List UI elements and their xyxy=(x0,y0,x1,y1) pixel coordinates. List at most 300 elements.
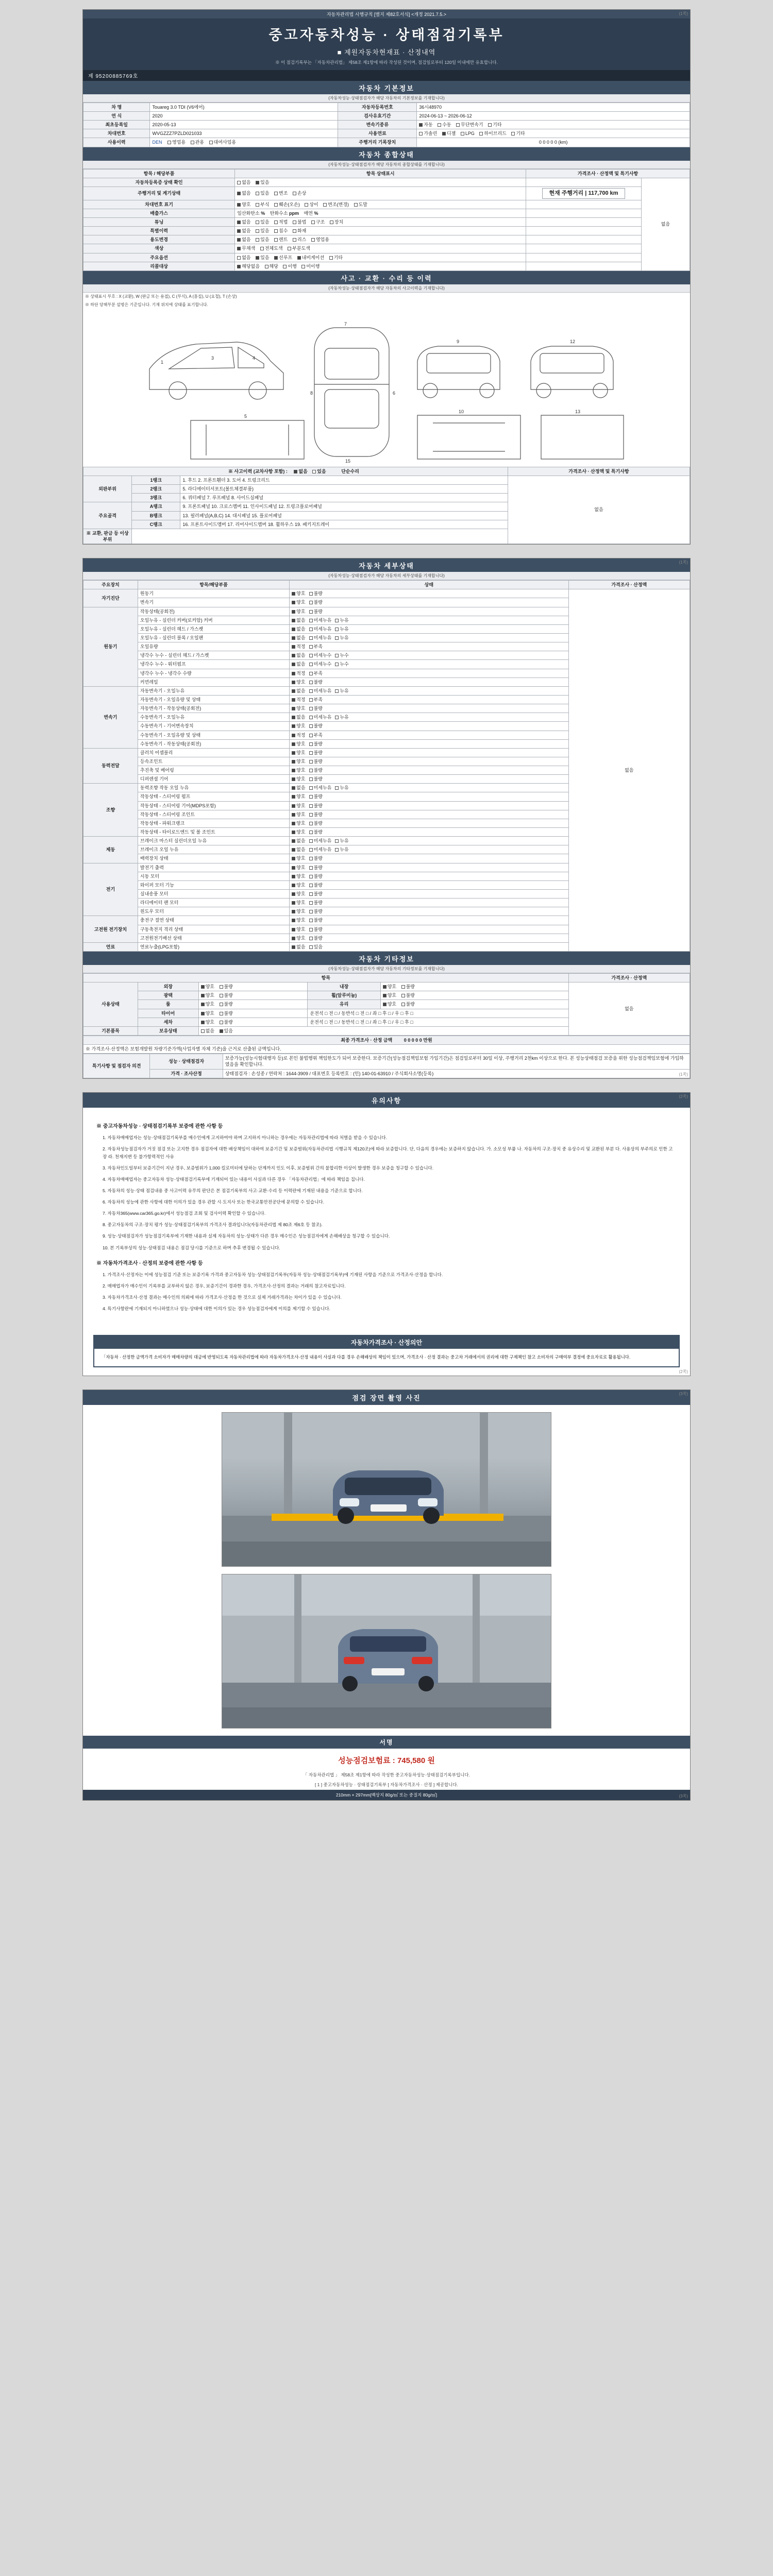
cb-mile-damage[interactable]: 손상 xyxy=(293,190,306,196)
cb-3-3-0[interactable]: 양호 xyxy=(292,776,305,782)
detail-item-1-6: 냉각수 누수 - 워터펌프 xyxy=(138,660,289,669)
cb-1-8-0[interactable]: 양호 xyxy=(292,679,305,685)
bottom-note-1: 「 자동차관리법 」 제58조 제1항에 따라 작성한 중고자동차성능·상태점검기록부입니다. xyxy=(303,1772,470,1778)
section-detail-sub: (자동차성능·상태점검자가 해당 자동차의 세부상태를 기재합니다) xyxy=(83,572,690,580)
cb-polish-good[interactable]: 양호 xyxy=(201,992,214,998)
cb-1-5-1[interactable]: 미세누수 xyxy=(309,652,332,658)
cb-1-0-1[interactable]: 불량 xyxy=(309,608,323,615)
sheet-page-2 xyxy=(82,558,691,1079)
cb-8-0-1[interactable]: 있음 xyxy=(309,944,323,950)
detail-state-3-1 xyxy=(290,757,568,766)
overall-state-1 xyxy=(235,187,526,200)
other-item-0: 외장 xyxy=(138,982,198,991)
insurance-fee-label: 성능점검보험료 : xyxy=(338,1756,395,1766)
inspector-body-1: 보증가능(성능시험대행자 등)로 본인 불법행위 책임한도가 되어 보증한다. 보증기간(성능점검책임보험 가입기간)은 점검일로부터 30일 이상, 주행거리 2천km 이상으로 한다. 본 성능상태점검 보증을 위한 성능점검책임보험에 가입하였음을 확인합니다. xyxy=(223,1054,690,1069)
cb-1-2-0[interactable]: 없음 xyxy=(292,626,305,632)
cb-recall-na[interactable]: 해당없음 xyxy=(237,263,260,269)
cb-biz[interactable]: 영업용 xyxy=(311,236,329,243)
basic-value-0b: 36시48970 xyxy=(417,103,690,111)
accident-rank-b: B랭크 xyxy=(132,511,180,520)
cb-6-3-0[interactable]: 양호 xyxy=(292,891,305,897)
cb-5-1-2[interactable]: 누유 xyxy=(335,846,348,853)
inspection-photo-rear xyxy=(222,1574,551,1728)
cb-1-3-2[interactable]: 누유 xyxy=(335,635,348,641)
cb-6-3-1[interactable]: 불량 xyxy=(309,891,323,897)
cb-4-0-1[interactable]: 미세누유 xyxy=(309,785,332,791)
cb-tune-device[interactable]: 장치 xyxy=(330,219,343,225)
section-accident-sub: (자동차성능·상태점검자가 해당 자동차의 사고이력을 기재합니다) xyxy=(83,284,690,293)
insurance-fee-line xyxy=(83,1749,690,1771)
cb-5-1-1[interactable]: 미세누유 xyxy=(309,846,332,853)
cb-3-3-1[interactable]: 불량 xyxy=(309,776,323,782)
detail-state-3-3 xyxy=(290,775,568,784)
overall-cat-9: 리콜대상 xyxy=(83,262,235,270)
cb-2-6-1[interactable]: 불량 xyxy=(309,741,323,747)
photo-front-svg xyxy=(222,1413,551,1567)
detail-item-2-6: 수동변속기 - 작동상태(공회전) xyxy=(138,739,289,748)
cb-wheel-bad[interactable]: 불량 xyxy=(401,992,415,998)
cb-tune-none[interactable]: 없음 xyxy=(237,219,250,225)
cb-4-1-0[interactable]: 양호 xyxy=(292,793,305,800)
cb-room-good[interactable]: 양호 xyxy=(201,1001,214,1007)
cb-vin-damage[interactable]: 훼손(오손) xyxy=(274,201,300,208)
notice-item-7: 8. 중고자동차의 구조·장치 평가 성능·상태점검기록부의 가격조사 결과입니다(자동차관리법 제 80조 제6호 등 참조). xyxy=(103,1222,323,1228)
basic-use-value xyxy=(150,138,338,147)
cb-4-0-2[interactable]: 누유 xyxy=(335,785,348,791)
basic-label-3: 차대번호 xyxy=(83,129,150,138)
cb-4-1-1[interactable]: 불량 xyxy=(309,793,323,800)
cb-6-5-0[interactable]: 양호 xyxy=(292,908,305,914)
cb-1-6-2[interactable]: 누수 xyxy=(335,661,348,667)
detail-state-2-1 xyxy=(290,695,568,704)
cb-7-1-1[interactable]: 불량 xyxy=(309,926,323,933)
detail-state-1-4 xyxy=(290,642,568,651)
title-bar xyxy=(83,19,690,70)
opt-rent[interactable]: 대여사업용 xyxy=(209,139,236,145)
cb-2-3-2[interactable]: 누유 xyxy=(335,714,348,720)
cb-reg-yes[interactable]: 있음 xyxy=(256,179,269,185)
detail-item-4-5: 작동상태 - 타이로드엔드 및 볼 조인트 xyxy=(138,828,289,837)
price-header xyxy=(83,1036,690,1045)
cb-0-0-1[interactable]: 불량 xyxy=(309,590,323,597)
cb-fire[interactable]: 화재 xyxy=(293,228,306,234)
cb-1-3-1[interactable]: 미세누유 xyxy=(309,635,332,641)
detail-state-0-0 xyxy=(290,589,568,598)
detail-state-6-4 xyxy=(290,899,568,907)
notice-item-5: 6. 자동차의 성능에 관한 사항에 대한 이의가 있을 경우 관할 시·도지사 또는 한국교통안전공단에 문의할 수 있습니다. xyxy=(103,1199,325,1205)
other-cat-basic: 기본품목 xyxy=(83,1026,138,1035)
other-item-3: 타이어 xyxy=(138,1009,198,1018)
accident-rank-b-items: 13. 필러패널(A,B,C) 14. 대시패널 15. 플로어패널 xyxy=(180,511,508,520)
cb-3-0-0[interactable]: 양호 xyxy=(292,750,305,756)
detail-group-0: 자기진단 xyxy=(83,589,138,607)
detail-col-1: 항목/해당부품 xyxy=(138,581,289,589)
overall-state-4 xyxy=(235,218,526,227)
cb-vin-diff[interactable]: 상이 xyxy=(305,201,318,208)
opt-gov[interactable]: 관용 xyxy=(191,139,204,145)
detail-state-8-0 xyxy=(290,942,568,951)
cb-4-0-0[interactable]: 없음 xyxy=(292,785,305,791)
cb-basic-yes[interactable]: 있음 xyxy=(220,1028,233,1034)
price-table xyxy=(83,1036,690,1054)
cb-2-6-0[interactable]: 양호 xyxy=(292,741,305,747)
cb-mile-alter[interactable]: 변조 xyxy=(274,190,288,196)
cb-4-5-1[interactable]: 불량 xyxy=(309,829,323,835)
notice-item-0: 1. 자동차매매업자는 성능·상태점검기록부를 매수인에게 고지하여야 하며 고지하지 아니하는 경우에는 자동차관리법에 따라 처벌을 받을 수 있습니다. xyxy=(103,1135,388,1141)
cb-2-1-0[interactable]: 적정 xyxy=(292,697,305,703)
cb-6-4-0[interactable]: 양호 xyxy=(292,900,305,906)
cb-2-4-0[interactable]: 양호 xyxy=(292,723,305,729)
basic-use-text: DEN xyxy=(152,140,162,145)
cb-2-0-2[interactable]: 누유 xyxy=(335,688,348,694)
detail-item-8-0: 연료누출(LPG포함) xyxy=(138,942,289,951)
cb-vin-corrosion[interactable]: 부식 xyxy=(256,201,269,208)
cb-1-2-1[interactable]: 미세누유 xyxy=(309,626,332,632)
basic-label-3b: 사용연료 xyxy=(338,129,417,138)
detail-group-7: 고전원 전기장치 xyxy=(83,916,138,942)
accident-rank3-items: 6. 쿼터패널 7. 루프패널 8. 사이드실패널 xyxy=(180,494,508,502)
cb-1-8-1[interactable]: 불량 xyxy=(309,679,323,685)
cb-6-0-1[interactable]: 불량 xyxy=(309,865,323,871)
page-tag-4b: (3쪽) xyxy=(679,1794,688,1799)
detail-body xyxy=(83,589,690,952)
cb-room-bad[interactable]: 불량 xyxy=(220,1001,233,1007)
cb-1-7-0[interactable]: 적정 xyxy=(292,670,305,676)
opt-etc-trans[interactable]: 기타 xyxy=(488,122,501,128)
cb-1-1-1[interactable]: 미세누유 xyxy=(309,617,332,623)
overall-head-row xyxy=(83,169,690,178)
notice2-item-0: 1. 가격조사·산정자는 이에 성능점검 기준 또는 보증기록 가격과 중고자동차 성능·상태점검기록부(자동차 성능·상태점검기록부)에 기재된 사항을 기준으로 가격조사·산정을 합니다. xyxy=(103,1272,443,1278)
detail-group-5: 제동 xyxy=(83,837,138,863)
cb-vin-erase[interactable]: 도말 xyxy=(354,201,367,208)
detail-item-1-2: 오일누유 - 실린더 헤드 / 가스켓 xyxy=(138,624,289,633)
detail-state-4-5 xyxy=(290,828,568,837)
cb-5-1-0[interactable]: 없음 xyxy=(292,846,305,853)
detail-state-3-0 xyxy=(290,748,568,757)
cb-tune-structure[interactable]: 구조 xyxy=(311,219,325,225)
detail-item-4-0: 동력조향 작동 오일 누유 xyxy=(138,784,289,792)
cb-6-2-1[interactable]: 불량 xyxy=(309,882,323,888)
accident-parts-table xyxy=(83,467,690,544)
opt-manual[interactable]: 수동 xyxy=(438,122,451,128)
cb-ext-good[interactable]: 양호 xyxy=(201,984,214,990)
page-subtitle: ■ 제원자동차현재표 · 산정내역 xyxy=(337,48,436,57)
svg-text:9: 9 xyxy=(457,338,460,344)
accident-parts-value xyxy=(132,529,508,544)
cb-mile-normal[interactable]: 없음 xyxy=(237,190,250,196)
cb-1-6-0[interactable]: 없음 xyxy=(292,661,305,667)
detail-item-5-2: 배력장치 상태 xyxy=(138,854,289,863)
cb-1-4-0[interactable]: 적정 xyxy=(292,643,305,650)
opt-auto[interactable]: 자동 xyxy=(419,122,432,128)
overall-extra-9 xyxy=(526,262,642,270)
cb-2-5-1[interactable]: 부족 xyxy=(309,732,323,738)
detail-state-5-2 xyxy=(290,854,568,863)
cb-2-3-1[interactable]: 미세누유 xyxy=(309,714,332,720)
cb-6-0-0[interactable]: 양호 xyxy=(292,865,305,871)
cb-5-2-1[interactable]: 불량 xyxy=(309,855,323,861)
cb-2-2-0[interactable]: 양호 xyxy=(292,705,305,711)
detail-state-7-0 xyxy=(290,916,568,925)
cb-reg-none[interactable]: 없음 xyxy=(237,179,250,185)
cb-2-0-0[interactable]: 없음 xyxy=(292,688,305,694)
cb-sunroof[interactable]: 선루프 xyxy=(274,255,292,261)
cb-1-7-1[interactable]: 부족 xyxy=(309,670,323,676)
notice-section-2-title: ※ 자동차가격조사 · 산정의 보증에 관한 사항 등 xyxy=(96,1260,203,1266)
cb-vin-good[interactable]: 양호 xyxy=(237,201,250,208)
overall-col-state: 항목 상태표시 xyxy=(235,169,526,178)
overall-col-extra: 가격조사 · 산정액 및 특기사항 xyxy=(526,169,690,178)
detail-item-2-2: 자동변속기 - 작동상태(공회전) xyxy=(138,704,289,713)
cb-glass-bad[interactable]: 불량 xyxy=(401,1001,415,1007)
detail-state-5-1 xyxy=(290,845,568,854)
cb-basic-none[interactable]: 없음 xyxy=(201,1028,214,1034)
other-item-2: 룸 xyxy=(138,1000,198,1009)
cb-flood[interactable]: 침수 xyxy=(274,228,288,234)
accident-note-row xyxy=(83,467,508,476)
notice-body xyxy=(83,1108,690,1327)
emission-hc: 탄화수소 ppm xyxy=(270,210,299,216)
basic-mileage-gauge-label: 주행거리 기록장치 xyxy=(338,138,417,147)
cb-lease[interactable]: 리스 xyxy=(293,236,306,243)
cb-tune-yes[interactable]: 있음 xyxy=(256,219,269,225)
other-state-0 xyxy=(198,982,308,991)
detail-group-1: 원동기 xyxy=(83,607,138,686)
overall-extra-value: 없음 xyxy=(641,178,690,270)
accident-rank1-items: 1. 후드 2. 프론트휀더 3. 도어 4. 트렁크리드 xyxy=(180,476,508,484)
cb-color-part[interactable]: 부분도색 xyxy=(288,245,310,251)
page-tag-3b: (2쪽) xyxy=(679,1369,688,1375)
opt-lpg[interactable]: LPG xyxy=(461,130,475,137)
opt-business[interactable]: 영업용 xyxy=(167,139,186,145)
detail-item-1-1: 오일누유 - 실린더 커버(로커암) 커버 xyxy=(138,616,289,624)
overall-state-3 xyxy=(235,209,526,217)
cb-1-1-2[interactable]: 누유 xyxy=(335,617,348,623)
cb-4-2-1[interactable]: 불량 xyxy=(309,803,323,809)
notice-item-6: 7. 자동차365(www.car365.go.kr)에서 성능점검 조회 및 검사이력 확인할 수 있습니다. xyxy=(103,1211,266,1216)
cb-5-2-0[interactable]: 양호 xyxy=(292,855,305,861)
overall-cat-2: 차대번호 표기 xyxy=(83,200,235,209)
cb-accident-none[interactable]: 없음 xyxy=(294,468,307,474)
other-state2-1 xyxy=(380,991,568,1000)
cb-recall-undone[interactable]: 미이행 xyxy=(301,263,320,269)
cb-5-0-2[interactable]: 누유 xyxy=(335,838,348,844)
cb-6-1-1[interactable]: 불량 xyxy=(309,873,323,879)
other-item2-4: 운전석 □ 전 □ / 동반석 □ 전 □ / 좌 □ 후 □ / 우 □ 후 □ xyxy=(308,1018,568,1026)
cb-7-2-1[interactable]: 불량 xyxy=(309,935,323,941)
cb-4-4-1[interactable]: 불량 xyxy=(309,820,323,826)
detail-state-4-4 xyxy=(290,819,568,827)
cb-wash-bad[interactable]: 불량 xyxy=(220,1019,233,1025)
overall-extra-0 xyxy=(526,178,642,187)
page-tag-2: (1쪽) xyxy=(679,560,688,565)
cb-use-yes[interactable]: 있음 xyxy=(256,236,269,243)
cb-accident-yes[interactable]: 있음 xyxy=(312,468,326,474)
table-row xyxy=(83,121,690,129)
cb-7-1-0[interactable]: 양호 xyxy=(292,926,305,933)
cb-glass-good[interactable]: 양호 xyxy=(383,1001,396,1007)
table-row xyxy=(83,253,690,262)
opt-cvt[interactable]: 무단변속기 xyxy=(456,122,483,128)
detail-state-1-2 xyxy=(290,624,568,633)
cb-1-3-0[interactable]: 없음 xyxy=(292,635,305,641)
cb-3-2-1[interactable]: 불량 xyxy=(309,767,323,773)
detail-item-3-1: 등속조인트 xyxy=(138,757,289,766)
cb-7-0-0[interactable]: 양호 xyxy=(292,917,305,923)
cb-6-5-1[interactable]: 불량 xyxy=(309,908,323,914)
detail-state-1-7 xyxy=(290,669,568,677)
cb-1-5-2[interactable]: 누수 xyxy=(335,652,348,658)
cb-0-1-0[interactable]: 양호 xyxy=(292,599,305,605)
notice-item-2: 3. 자동차인도일부터 보증기간이 지난 경우, 보증범위가 1,000 킬로미터에 달하는 단계까지 인도 이후, 보증범위 간의 불합리한 이상이 발생한 경우 보증을 청구할 수 있습니다. xyxy=(103,1165,434,1171)
cb-tire-bad[interactable]: 불량 xyxy=(220,1010,233,1016)
table-row xyxy=(83,103,690,111)
price-header-label: 최종 가격조사 · 산정 금액 xyxy=(341,1038,393,1043)
cb-opt-etc[interactable]: 기타 xyxy=(329,255,343,261)
cb-5-0-0[interactable]: 없음 xyxy=(292,838,305,844)
basic-mileage-gauge-value: 0 0 0 0 0 (km) xyxy=(417,138,690,147)
overall-mileage-box xyxy=(526,187,642,200)
cb-tire-good[interactable]: 양호 xyxy=(201,1010,214,1016)
cb-2-3-0[interactable]: 없음 xyxy=(292,714,305,720)
cb-simple-label: 단순수리 xyxy=(341,468,359,474)
cb-8-0-0[interactable]: 없음 xyxy=(292,944,305,950)
signature-header: 서명 xyxy=(83,1736,690,1749)
detail-item-6-3: 실내송풍 모터 xyxy=(138,890,289,899)
accident-right-value: 없음 xyxy=(508,476,690,544)
basic-label-1: 연 식 xyxy=(83,112,150,121)
cb-opt-yes[interactable]: 있음 xyxy=(256,255,269,261)
detail-item-4-2: 작동상태 - 스티어링 기어(MDPS포함) xyxy=(138,801,289,810)
cb-recall-done[interactable]: 이행 xyxy=(283,263,296,269)
cb-vin-alter[interactable]: 변조(변경) xyxy=(323,201,349,208)
other-item-5: 보유상태 xyxy=(138,1026,198,1035)
cb-4-3-1[interactable]: 불량 xyxy=(309,811,323,818)
other-item2-0: 내장 xyxy=(308,982,380,991)
cb-4-2-0[interactable]: 양호 xyxy=(292,803,305,809)
detail-state-6-1 xyxy=(290,872,568,880)
photos-header: 점검 장면 촬영 사진 xyxy=(83,1390,690,1405)
cb-7-0-1[interactable]: 불량 xyxy=(309,917,323,923)
cb-2-4-1[interactable]: 불량 xyxy=(309,723,323,729)
opt-gasoline[interactable]: 가솔린 xyxy=(419,130,437,137)
table-row xyxy=(83,1069,690,1078)
cb-int-bad[interactable]: 불량 xyxy=(401,984,415,990)
cb-2-1-1[interactable]: 부족 xyxy=(309,697,323,703)
cb-3-1-0[interactable]: 양호 xyxy=(292,758,305,765)
opt-hybrid[interactable]: 하이브리드 xyxy=(479,130,506,137)
detail-item-2-1: 자동변속기 - 오일유량 및 상태 xyxy=(138,695,289,704)
notice2-item-1: 2. 매매업자가 매수인이 기록부를 교부하지 않은 경우, 보증기간이 경과한 경우, 가격조사·산정의 결과는 거래의 참고자료입니다. xyxy=(103,1283,346,1289)
table-row xyxy=(83,467,690,476)
cb-0-1-1[interactable]: 불량 xyxy=(309,599,323,605)
sheet-page-3 xyxy=(82,1092,691,1377)
cb-3-1-1[interactable]: 불량 xyxy=(309,758,323,765)
page-tag-1: (1쪽) xyxy=(679,11,688,16)
detail-col-0: 주요장치 xyxy=(83,581,138,589)
detail-item-6-1: 시동 모터 xyxy=(138,872,289,880)
notice2-item-3: 4. 특기사항란에 기재되지 아니하였으나 성능·상태에 대한 이의가 있는 경우 성능점검자에게 이의를 제기할 수 있습니다. xyxy=(103,1306,330,1312)
detail-group-8: 연료 xyxy=(83,942,138,951)
overall-cat-1: 주행거리 및 계기상태 xyxy=(83,187,235,200)
detail-state-2-6 xyxy=(290,739,568,748)
cb-1-5-0[interactable]: 없음 xyxy=(292,652,305,658)
cb-wheel-good[interactable]: 양호 xyxy=(383,992,396,998)
cb-int-good[interactable]: 양호 xyxy=(383,984,396,990)
cb-mile-tamper[interactable]: 있음 xyxy=(256,190,269,196)
accident-legend-2: ※ 하단 당해부분 설명은 기준입니다. 기재 위치에 상태를 표기합니다. xyxy=(85,302,208,307)
cb-rent2[interactable]: 렌트 xyxy=(274,236,288,243)
cb-use-none[interactable]: 없음 xyxy=(237,236,250,243)
cb-wash-good[interactable]: 양호 xyxy=(201,1019,214,1025)
cb-1-6-1[interactable]: 미세누수 xyxy=(309,661,332,667)
cb-recall-yes[interactable]: 해당 xyxy=(265,263,278,269)
notice-section-1-title: ※ 중고자동차성능 · 상태점검기록부 보증에 관한 사항 등 xyxy=(96,1123,223,1129)
opt-etc-fuel[interactable]: 기타 xyxy=(511,130,525,137)
overall-extra-3 xyxy=(526,209,642,217)
cb-special-none[interactable]: 없음 xyxy=(237,228,250,234)
cb-tune-illegal[interactable]: 불법 xyxy=(293,219,306,225)
declaration-title: 자동차가격조사 · 산정의안 xyxy=(94,1336,679,1349)
basic-value-1: 2020 xyxy=(150,112,338,121)
basic-label-0: 차 명 xyxy=(83,103,150,111)
cb-polish-bad[interactable]: 불량 xyxy=(220,992,233,998)
basic-label-0b: 자동차등록번호 xyxy=(338,103,417,111)
document-number: 제 95200885769호 xyxy=(83,70,690,81)
cb-4-5-0[interactable]: 양호 xyxy=(292,829,305,835)
cb-0-0-0[interactable]: 양호 xyxy=(292,590,305,597)
table-row xyxy=(83,129,690,138)
cb-3-2-0[interactable]: 양호 xyxy=(292,767,305,773)
cb-special-yes[interactable]: 있음 xyxy=(256,228,269,234)
cb-4-4-0[interactable]: 양호 xyxy=(292,820,305,826)
cb-6-4-1[interactable]: 불량 xyxy=(309,900,323,906)
detail-state-1-3 xyxy=(290,633,568,642)
cb-1-2-2[interactable]: 누유 xyxy=(335,626,348,632)
overall-state-8 xyxy=(235,253,526,262)
cb-1-1-0[interactable]: 없음 xyxy=(292,617,305,623)
cb-2-5-0[interactable]: 적정 xyxy=(292,732,305,738)
table-row xyxy=(83,589,690,598)
cb-nav[interactable]: 내비게이션 xyxy=(297,255,324,261)
cb-1-4-1[interactable]: 부족 xyxy=(309,643,323,650)
opt-diesel[interactable]: 디젤 xyxy=(442,130,456,137)
accident-rank-a: A랭크 xyxy=(132,502,180,511)
cb-6-1-0[interactable]: 양호 xyxy=(292,873,305,879)
detail-item-0-0: 원동기 xyxy=(138,589,289,598)
basic-value-3b xyxy=(417,129,690,138)
detail-item-6-5: 윈도우 모터 xyxy=(138,907,289,916)
cb-3-0-1[interactable]: 불량 xyxy=(309,750,323,756)
cb-opt-none[interactable]: 없음 xyxy=(237,255,250,261)
other-table xyxy=(83,973,690,1036)
cb-2-0-1[interactable]: 미세누유 xyxy=(309,688,332,694)
table-row xyxy=(83,1045,690,1054)
cb-4-3-0[interactable]: 양호 xyxy=(292,811,305,818)
cb-1-0-0[interactable]: 양호 xyxy=(292,608,305,615)
cb-7-2-0[interactable]: 양호 xyxy=(292,935,305,941)
cb-5-0-1[interactable]: 미세누유 xyxy=(309,838,332,844)
cb-color-orig[interactable]: 무채색 xyxy=(237,245,255,251)
cb-ext-bad[interactable]: 불량 xyxy=(220,984,233,990)
section-detail-header: 자동차 세부상태 xyxy=(83,558,690,572)
cb-2-2-1[interactable]: 불량 xyxy=(309,705,323,711)
cb-6-2-0[interactable]: 양호 xyxy=(292,882,305,888)
cb-tune-legal[interactable]: 적법 xyxy=(274,219,288,225)
detail-item-1-7: 냉각수 누수 - 냉각수 수량 xyxy=(138,669,289,677)
cb-color-full[interactable]: 전체도색 xyxy=(260,245,283,251)
detail-item-2-5: 수동변속기 - 오일유량 및 상태 xyxy=(138,731,289,739)
